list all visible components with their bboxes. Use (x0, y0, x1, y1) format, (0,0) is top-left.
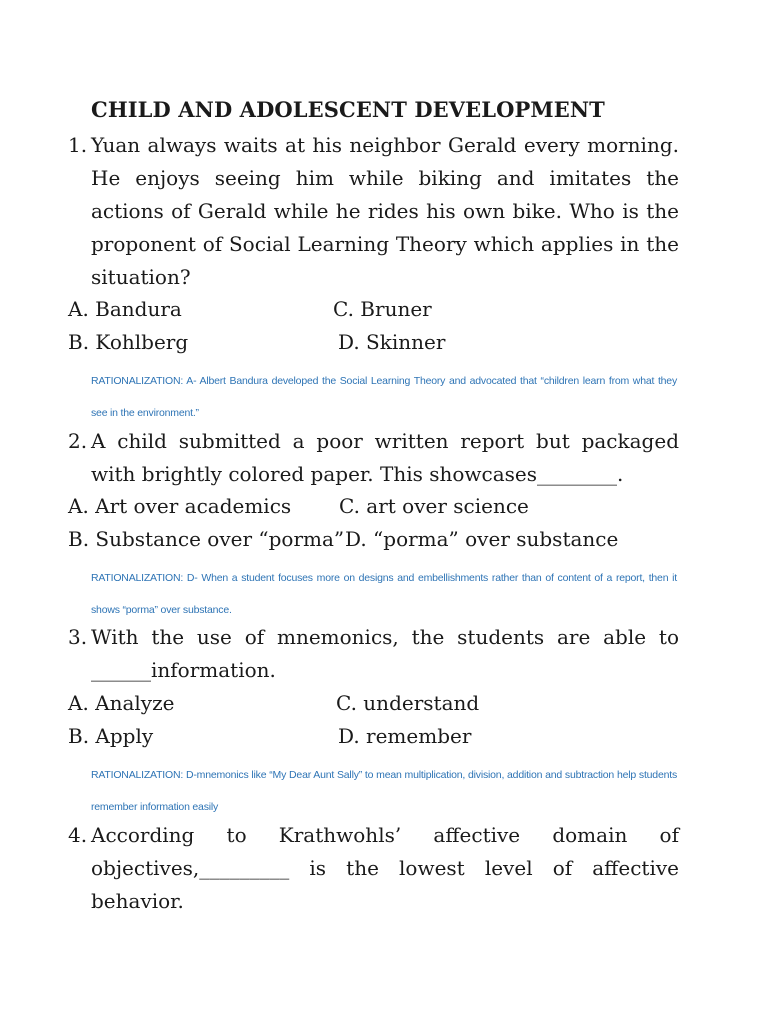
question-text: According to Krathwohls’ affective domain of objectives,_________ is the lowest level of affective behavior. (91, 823, 679, 913)
question-number: 3. (68, 625, 88, 649)
question-number: 2. (68, 429, 88, 453)
option-b: B. Apply (68, 724, 154, 748)
option-c: C. understand (336, 691, 480, 715)
question-text: A child submitted a poor written report but packaged with brightly colored paper. This showcases________. (91, 429, 679, 486)
option-a: A. Analyze (68, 691, 175, 715)
question-4 (68, 819, 680, 918)
option-b: B. Kohlberg (68, 330, 189, 354)
option-c: C. Bruner (333, 297, 432, 321)
question-1 (68, 129, 680, 294)
question-number: 1. (68, 133, 88, 157)
document-title: CHILD AND ADOLESCENT DEVELOPMENT (91, 97, 605, 122)
option-d: D. Skinner (338, 330, 446, 354)
rationalization-3: RATIONALIZATION: D-mnemonics like “My Dear Aunt Sally” to mean multiplication, division, addition and subtraction help students remember information easily (91, 769, 677, 813)
option-c: C. art over science (339, 494, 529, 518)
question-2 (68, 425, 680, 491)
option-a: A. Art over academics (68, 494, 292, 518)
rationalization-1: RATIONALIZATION: A- Albert Bandura developed the Social Learning Theory and advocated that “children learn from what they see in the environment.” (91, 375, 677, 419)
question-text: Yuan always waits at his neighbor Gerald every morning. He enjoys seeing him while biking and imitates the actions of Gerald while he rides his own bike. Who is the proponent of Social Learning Theory which applies in the situation? (91, 133, 679, 289)
option-d: D. “porma” over substance (345, 527, 619, 551)
question-3 (68, 621, 680, 687)
question-number: 4. (68, 823, 88, 847)
question-text: With the use of mnemonics, the students are able to ______information. (91, 625, 679, 682)
option-a: A. Bandura (68, 297, 182, 321)
option-d: D. remember (338, 724, 472, 748)
rationalization-2: RATIONALIZATION: D- When a student focuses more on designs and embellishments rather than of content of a report, then it shows “porma” over substance. (91, 572, 677, 616)
option-b: B. Substance over “porma” (68, 527, 345, 551)
